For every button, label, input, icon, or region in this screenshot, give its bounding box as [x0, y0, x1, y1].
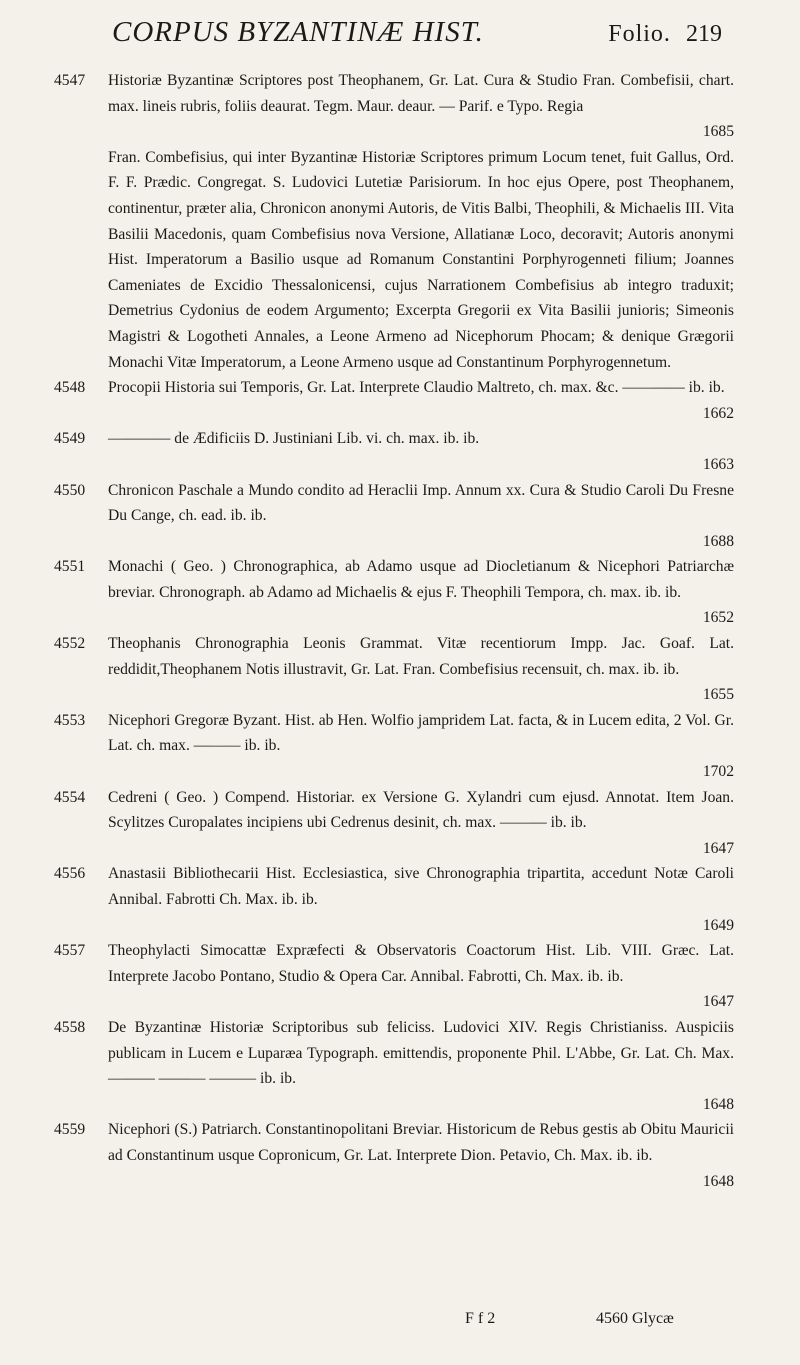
catalogue-entry	[54, 554, 734, 631]
entry-note: Fran. Combefisius, qui inter Byzantinæ Historiæ Scriptores primum Locum tenet, fuit Gallus, Ord. F. F. Prædic. Congregat. S. Ludovici Lutetiæ Parisiorum. In hoc ejus Opere, post Theophanem, continentur, præter alia, Chronicon anonymi Autoris, de Vitis Balbi, Theophili, & Michaelis III. Vita Basilii Macedonis, quam Combefisius nova Versione, Allatianæ Loco, decoravit; Autoris anonymi Hist. Imperatorum a Basilio usque ad Romanum Constantini Porphyrogenneti filium; Joannes Cameniates de Excidio Thessalonicensi, cujus Narrationem Combefisius ab integro traduxit; Demetrius Cydonius de eodem Argumento; Excerpta Gregorii ex Vita Basilii junioris; Simeonis Magistri & Logotheti Annales, a Leone Armeno ad Nicephorum Phocam; & denique Grægorii Monachi Vitæ Imperatorum, a Leone Armeno usque ad Constantinum Porphyrogennetum.	[108, 148, 734, 371]
entry-year: 1648	[702, 1095, 734, 1113]
entry-text: ———— de Ædificiis D. Justiniani Lib. vi. ch. max. ib. ib.	[108, 430, 480, 448]
catalogue-entry	[54, 68, 734, 375]
entry-text: Procopii Historia sui Temporis, Gr. Lat. Interprete Claudio Maltreto, ch. max. &c. ———— ib. ib.	[108, 379, 725, 397]
catalogue-entry	[54, 478, 734, 555]
folio-label: Folio.	[608, 21, 671, 47]
entry-year: 1652	[702, 609, 734, 627]
entry-year: 1688	[702, 532, 734, 550]
entry-year: 1663	[702, 455, 734, 473]
entry-text: Theophylacti Simocattæ Expræfecti & Observatoris Coactorum Hist. Lib. VIII. Græc. Lat. Interprete Jacobo Pontano, Studio & Opera Car. Annibal. Fabrotti, Ch. Max. ib. ib.	[108, 942, 734, 985]
entry-number: 4557	[54, 942, 86, 960]
entry-year: 1685	[702, 123, 734, 141]
entry-number: 4558	[54, 1018, 86, 1036]
entry-number: 4554	[54, 788, 86, 806]
entry-number: 4550	[54, 481, 86, 499]
entry-number: 4556	[54, 865, 86, 883]
entry-text: Monachi ( Geo. ) Chronographica, ab Adamo usque ad Diocletianum & Nicephori Patriarchæ breviar. Chronograph. ab Adamo ad Michaelis & ejus F. Theophili Tempora, ch. max. ib. ib.	[108, 558, 734, 601]
page-header	[112, 16, 722, 49]
entry-text: Historiæ Byzantinæ Scriptores post Theophanem, Gr. Lat. Cura & Studio Fran. Combefisii, chart. max. lineis rubris, foliis deaurat. Tegm. Maur. deaur. — Parif. e Typo. Regia	[108, 72, 734, 115]
entry-text: Cedreni ( Geo. ) Compend. Historiar. ex Versione G. Xylandri cum ejusd. Annotat. Item Joan. Scylitzes Curopalates incipiens ubi Cedrenus desinit, ch. max. ——— ib. ib.	[108, 788, 734, 832]
entry-year: 1655	[702, 686, 734, 704]
entry-text: Nicephori (S.) Patriarch. Constantinopolitani Breviar. Historicum de Rebus gestis ab Obitu Mauricii ad Constantinum usque Copronicum, Gr. Lat. Interprete Dion. Petavio, Ch. Max. ib. ib.	[108, 1121, 734, 1164]
catalogue-entry	[54, 708, 734, 785]
entry-year: 1662	[702, 404, 734, 422]
catalogue-entry	[54, 938, 734, 1015]
entry-year: 1647	[702, 993, 734, 1011]
entry-text: Nicephori Gregoræ Byzant. Hist. ab Hen. Wolfio jampridem Lat. facta, & in Lucem edita, 2 Vol. Gr. Lat. ch. max. ——— ib. ib.	[108, 711, 734, 755]
folio-group	[608, 21, 722, 48]
catalogue-entry	[54, 631, 734, 708]
entry-text: Chronicon Paschale a Mundo condito ad Heraclii Imp. Annum xx. Cura & Studio Caroli Du Fresne Du Cange, ch. ead. ib. ib.	[108, 481, 734, 525]
entry-year: 1649	[702, 916, 734, 934]
entry-number: 4548	[54, 379, 86, 397]
catalogue-entry	[54, 1117, 734, 1194]
entry-text: De Byzantinæ Historiæ Scriptoribus sub feliciss. Ludovici XIV. Regis Christianiss. Auspiciis publicam in Lucem e Luparæa Typograph. emittendis, proponente Phil. L'Abbe, Gr. Lat. Ch. Max. ——— ——— ——— ib. ib.	[108, 1018, 734, 1088]
entry-number: 4552	[54, 635, 86, 653]
running-title: CORPUS BYZANTINÆ HIST.	[112, 16, 484, 48]
entry-text: Theophanis Chronographia Leonis Grammat. Vitæ recentiorum Impp. Jac. Goaf. Lat. reddidit,Theophanem Notis illustravit, Gr. Lat. Fran. Combefisius recensuit, ch. max. ib. ib.	[108, 635, 734, 678]
entry-year: 1648	[702, 1172, 734, 1190]
entry-number: 4553	[54, 711, 86, 729]
entry-number: 4547	[54, 72, 86, 89]
entry-year: 1647	[702, 839, 734, 857]
catchword: 4560 Glycæ	[596, 1310, 674, 1327]
entry-number: 4551	[54, 558, 86, 576]
catalogue-entry	[54, 861, 734, 938]
entry-number: 4549	[54, 430, 86, 448]
catalogue-entry	[54, 426, 734, 477]
catalogue-entry	[54, 1015, 734, 1117]
catalogue-entries	[54, 68, 734, 1194]
page-number: 219	[686, 21, 722, 47]
signature-mark: F f 2	[465, 1310, 496, 1327]
catalogue-entry	[54, 375, 734, 426]
catalogue-entry	[54, 785, 734, 862]
entry-text: Anastasii Bibliothecarii Hist. Ecclesiastica, sive Chronographia tripartita, accedunt Notæ Caroli Annibal. Fabrotti Ch. Max. ib. ib.	[108, 865, 734, 908]
entry-number: 4559	[54, 1121, 86, 1139]
entry-year: 1702	[702, 763, 734, 781]
